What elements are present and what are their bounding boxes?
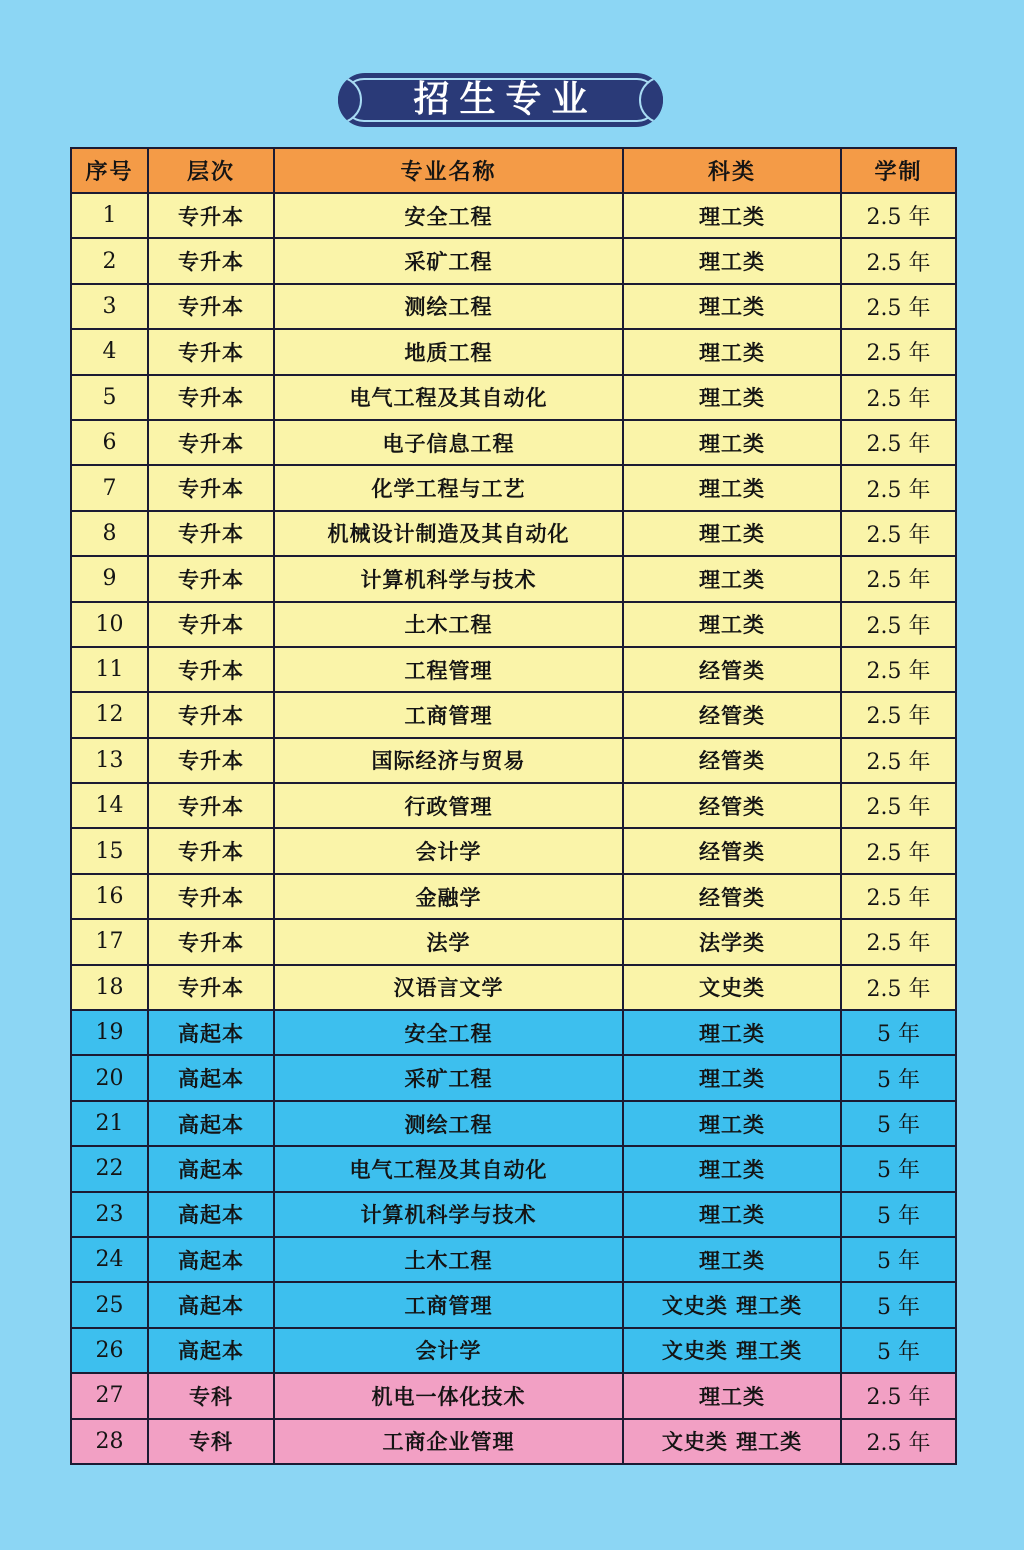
- cell-category: 经管类: [623, 874, 841, 919]
- column-header-level: 层次: [148, 148, 274, 193]
- cell-level: 专升本: [148, 965, 274, 1010]
- cell-category: 理工类: [623, 238, 841, 283]
- table-body: [71, 193, 956, 1464]
- cell-no: 24: [71, 1237, 148, 1282]
- cell-category: 理工类: [623, 465, 841, 510]
- cell-category: 理工类: [623, 420, 841, 465]
- table-row: [71, 511, 956, 556]
- cell-category: 法学类: [623, 919, 841, 964]
- table-row: [71, 738, 956, 783]
- cell-duration: 2.5 年: [841, 465, 956, 510]
- cell-level: 专升本: [148, 738, 274, 783]
- cell-duration: 5 年: [841, 1146, 956, 1191]
- cell-category: 理工类: [623, 193, 841, 238]
- cell-no: 9: [71, 556, 148, 601]
- cell-no: 8: [71, 511, 148, 556]
- cell-major: 工程管理: [274, 647, 623, 692]
- cell-no: 12: [71, 692, 148, 737]
- cell-no: 17: [71, 919, 148, 964]
- cell-category: 文史类 理工类: [623, 1282, 841, 1327]
- cell-duration: 5 年: [841, 1192, 956, 1237]
- cell-major: 汉语言文学: [274, 965, 623, 1010]
- table-row: [71, 1146, 956, 1191]
- cell-no: 11: [71, 647, 148, 692]
- table-row: [71, 828, 956, 873]
- cell-major: 工商企业管理: [274, 1419, 623, 1464]
- cell-no: 27: [71, 1373, 148, 1418]
- title-badge: [338, 73, 663, 127]
- cell-category: 经管类: [623, 783, 841, 828]
- cell-duration: 2.5 年: [841, 874, 956, 919]
- cell-category: 理工类: [623, 1146, 841, 1191]
- cell-duration: 2.5 年: [841, 692, 956, 737]
- cell-duration: 5 年: [841, 1328, 956, 1373]
- cell-level: 专升本: [148, 602, 274, 647]
- cell-duration: 2.5 年: [841, 738, 956, 783]
- table-row: [71, 1192, 956, 1237]
- cell-no: 21: [71, 1101, 148, 1146]
- cell-no: 13: [71, 738, 148, 783]
- table-row: [71, 375, 956, 420]
- cell-level: 专升本: [148, 284, 274, 329]
- cell-level: 专升本: [148, 828, 274, 873]
- table-row: [71, 1328, 956, 1373]
- cell-major: 工商管理: [274, 1282, 623, 1327]
- cell-duration: 2.5 年: [841, 602, 956, 647]
- cell-no: 14: [71, 783, 148, 828]
- cell-duration: 2.5 年: [841, 238, 956, 283]
- table-row: [71, 874, 956, 919]
- cell-category: 理工类: [623, 1055, 841, 1100]
- cell-level: 高起本: [148, 1282, 274, 1327]
- cell-category: 文史类: [623, 965, 841, 1010]
- cell-category: 理工类: [623, 556, 841, 601]
- cell-no: 5: [71, 375, 148, 420]
- badge-right-arc: [639, 76, 663, 124]
- cell-category: 经管类: [623, 738, 841, 783]
- page-title: 招生专业: [413, 79, 598, 120]
- cell-major: 行政管理: [274, 783, 623, 828]
- table-row: [71, 1373, 956, 1418]
- table-row: [71, 329, 956, 374]
- column-header-major: 专业名称: [274, 148, 623, 193]
- cell-major: 电子信息工程: [274, 420, 623, 465]
- table-row: [71, 193, 956, 238]
- cell-level: 高起本: [148, 1192, 274, 1237]
- cell-level: 专升本: [148, 692, 274, 737]
- cell-level: 专升本: [148, 783, 274, 828]
- cell-no: 28: [71, 1419, 148, 1464]
- cell-major: 计算机科学与技术: [274, 1192, 623, 1237]
- table-row: [71, 238, 956, 283]
- cell-major: 采矿工程: [274, 238, 623, 283]
- table-row: [71, 1101, 956, 1146]
- cell-duration: 2.5 年: [841, 828, 956, 873]
- table-row: [71, 420, 956, 465]
- cell-category: 理工类: [623, 284, 841, 329]
- cell-major: 化学工程与工艺: [274, 465, 623, 510]
- cell-major: 法学: [274, 919, 623, 964]
- cell-level: 专升本: [148, 556, 274, 601]
- column-header-category: 科类: [623, 148, 841, 193]
- cell-category: 理工类: [623, 329, 841, 374]
- cell-major: 工商管理: [274, 692, 623, 737]
- cell-duration: 2.5 年: [841, 783, 956, 828]
- cell-no: 25: [71, 1282, 148, 1327]
- cell-duration: 5 年: [841, 1101, 956, 1146]
- cell-major: 安全工程: [274, 1010, 623, 1055]
- table-row: [71, 1055, 956, 1100]
- table-row: [71, 692, 956, 737]
- cell-no: 20: [71, 1055, 148, 1100]
- cell-major: 土木工程: [274, 602, 623, 647]
- cell-category: 经管类: [623, 828, 841, 873]
- cell-duration: 2.5 年: [841, 511, 956, 556]
- cell-no: 6: [71, 420, 148, 465]
- cell-level: 专升本: [148, 375, 274, 420]
- cell-major: 测绘工程: [274, 1101, 623, 1146]
- table-header-row: [71, 148, 956, 193]
- table-row: [71, 1282, 956, 1327]
- cell-category: 理工类: [623, 511, 841, 556]
- cell-major: 安全工程: [274, 193, 623, 238]
- cell-major: 计算机科学与技术: [274, 556, 623, 601]
- cell-category: 理工类: [623, 1192, 841, 1237]
- cell-level: 专升本: [148, 329, 274, 374]
- cell-category: 文史类 理工类: [623, 1328, 841, 1373]
- cell-no: 19: [71, 1010, 148, 1055]
- cell-major: 金融学: [274, 874, 623, 919]
- cell-level: 高起本: [148, 1055, 274, 1100]
- cell-no: 16: [71, 874, 148, 919]
- cell-major: 会计学: [274, 1328, 623, 1373]
- cell-major: 机电一体化技术: [274, 1373, 623, 1418]
- cell-no: 3: [71, 284, 148, 329]
- cell-level: 专升本: [148, 874, 274, 919]
- table-row: [71, 465, 956, 510]
- cell-duration: 2.5 年: [841, 965, 956, 1010]
- table-row: [71, 647, 956, 692]
- cell-category: 理工类: [623, 1373, 841, 1418]
- cell-duration: 2.5 年: [841, 284, 956, 329]
- cell-category: 理工类: [623, 1237, 841, 1282]
- cell-no: 18: [71, 965, 148, 1010]
- cell-no: 1: [71, 193, 148, 238]
- cell-category: 文史类 理工类: [623, 1419, 841, 1464]
- cell-level: 专升本: [148, 511, 274, 556]
- cell-level: 高起本: [148, 1237, 274, 1282]
- cell-level: 专升本: [148, 465, 274, 510]
- table-row: [71, 284, 956, 329]
- cell-no: 2: [71, 238, 148, 283]
- cell-duration: 5 年: [841, 1282, 956, 1327]
- cell-category: 理工类: [623, 375, 841, 420]
- cell-level: 专升本: [148, 919, 274, 964]
- table-row: [71, 1237, 956, 1282]
- cell-duration: 2.5 年: [841, 647, 956, 692]
- cell-no: 7: [71, 465, 148, 510]
- cell-major: 电气工程及其自动化: [274, 375, 623, 420]
- cell-major: 地质工程: [274, 329, 623, 374]
- cell-category: 经管类: [623, 647, 841, 692]
- cell-duration: 2.5 年: [841, 919, 956, 964]
- cell-level: 专升本: [148, 193, 274, 238]
- cell-major: 土木工程: [274, 1237, 623, 1282]
- cell-level: 专升本: [148, 647, 274, 692]
- cell-duration: 2.5 年: [841, 420, 956, 465]
- cell-no: 26: [71, 1328, 148, 1373]
- table-row: [71, 919, 956, 964]
- cell-no: 23: [71, 1192, 148, 1237]
- cell-duration: 2.5 年: [841, 1373, 956, 1418]
- cell-level: 专科: [148, 1373, 274, 1418]
- cell-level: 高起本: [148, 1010, 274, 1055]
- cell-no: 15: [71, 828, 148, 873]
- table-row: [71, 965, 956, 1010]
- table-row: [71, 1010, 956, 1055]
- cell-duration: 2.5 年: [841, 556, 956, 601]
- cell-major: 测绘工程: [274, 284, 623, 329]
- cell-duration: 2.5 年: [841, 375, 956, 420]
- cell-level: 专升本: [148, 238, 274, 283]
- cell-category: 经管类: [623, 692, 841, 737]
- cell-level: 专升本: [148, 420, 274, 465]
- cell-level: 高起本: [148, 1328, 274, 1373]
- cell-level: 高起本: [148, 1101, 274, 1146]
- cell-level: 专科: [148, 1419, 274, 1464]
- cell-no: 4: [71, 329, 148, 374]
- cell-duration: 5 年: [841, 1237, 956, 1282]
- cell-major: 会计学: [274, 828, 623, 873]
- table-row: [71, 556, 956, 601]
- cell-level: 高起本: [148, 1146, 274, 1191]
- column-header-no: 序号: [71, 148, 148, 193]
- table-row: [71, 1419, 956, 1464]
- cell-duration: 2.5 年: [841, 329, 956, 374]
- cell-duration: 5 年: [841, 1055, 956, 1100]
- column-header-duration: 学制: [841, 148, 956, 193]
- cell-major: 国际经济与贸易: [274, 738, 623, 783]
- cell-no: 22: [71, 1146, 148, 1191]
- cell-major: 电气工程及其自动化: [274, 1146, 623, 1191]
- table-row: [71, 783, 956, 828]
- cell-major: 采矿工程: [274, 1055, 623, 1100]
- cell-no: 10: [71, 602, 148, 647]
- table-row: [71, 602, 956, 647]
- cell-category: 理工类: [623, 1010, 841, 1055]
- cell-duration: 2.5 年: [841, 193, 956, 238]
- cell-category: 理工类: [623, 602, 841, 647]
- cell-major: 机械设计制造及其自动化: [274, 511, 623, 556]
- cell-category: 理工类: [623, 1101, 841, 1146]
- cell-duration: 5 年: [841, 1010, 956, 1055]
- badge-left-arc: [338, 76, 362, 124]
- cell-duration: 2.5 年: [841, 1419, 956, 1464]
- majors-table: [70, 147, 957, 1465]
